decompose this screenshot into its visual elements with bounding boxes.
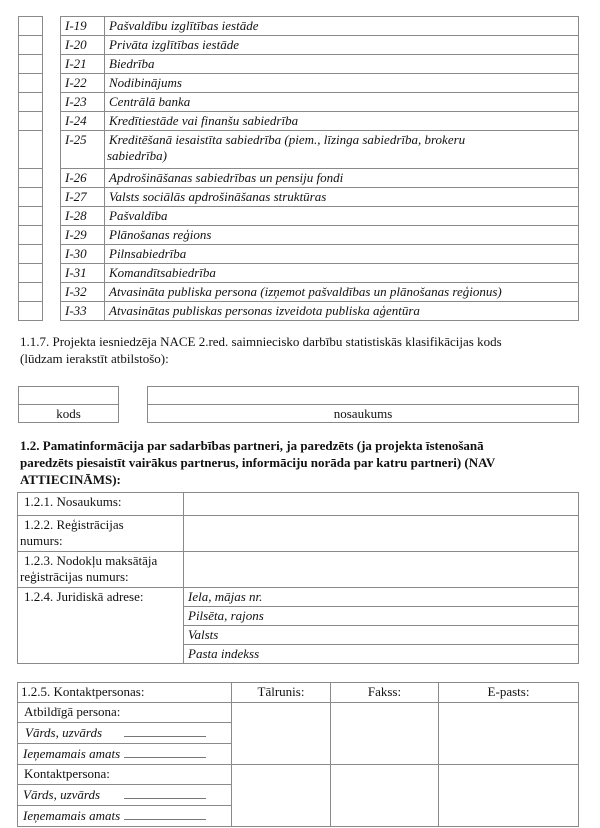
- legal-form-label: [104, 301, 579, 321]
- partner-reg-label-1: 1.2.2. Reģistrācijas: [24, 517, 124, 532]
- nace-name-input[interactable]: [147, 386, 579, 405]
- legal-form-label-line: Biedrība: [109, 56, 155, 71]
- contact-person-label: Kontaktpersona:: [17, 764, 232, 785]
- responsible-email-input[interactable]: [438, 702, 579, 765]
- address-city-field[interactable]: Pilsēta, rajons: [183, 606, 579, 626]
- partner-tax-label-2: reģistrācijas numurs:: [20, 569, 129, 584]
- nace-heading-line1: 1.1.7. Projekta iesniedzēja NACE 2.red. saimniecisko darbību statistiskās klasifikācijas kods: [20, 334, 502, 349]
- responsible-position-label: Ieņemamais amats: [23, 746, 121, 761]
- responsible-person-label: Atbildīgā persona:: [17, 702, 232, 723]
- legal-form-code: I-28: [60, 206, 105, 226]
- legal-form-label: [104, 263, 579, 283]
- legal-form-label-line: Privāta izglītības iestāde: [109, 37, 239, 52]
- responsible-position-field[interactable]: [17, 743, 232, 765]
- legal-form-code: I-32: [60, 282, 105, 302]
- legal-form-label-line: Plānošanas reģions: [109, 227, 212, 242]
- responsible-name-label: Vārds, uzvārds: [25, 725, 103, 740]
- legal-form-code: I-23: [60, 92, 105, 112]
- partner-tax-label: [17, 551, 184, 588]
- legal-form-label-line: sabiedrība): [107, 148, 167, 163]
- legal-form-code: I-31: [60, 263, 105, 283]
- legal-form-label-line: Kredītiestāde vai finanšu sabiedrība: [109, 113, 299, 128]
- contacts-header-fax: Fakss:: [330, 682, 439, 703]
- legal-form-label-line: Centrālā banka: [109, 94, 191, 109]
- address-street-field[interactable]: Iela, mājas nr.: [183, 587, 579, 607]
- responsible-name-field[interactable]: [17, 722, 232, 744]
- legal-form-checkbox[interactable]: [18, 225, 43, 245]
- nace-code-input[interactable]: [18, 386, 119, 405]
- legal-form-label: [104, 16, 579, 36]
- contact-position-label: Ieņemamais amats: [23, 808, 121, 823]
- contact-name-field[interactable]: [17, 784, 232, 806]
- legal-form-label: [104, 168, 579, 188]
- legal-form-code: I-21: [60, 54, 105, 74]
- legal-form-checkbox[interactable]: [18, 73, 43, 93]
- legal-form-checkbox[interactable]: [18, 16, 43, 36]
- legal-form-label: [104, 244, 579, 264]
- legal-form-checkbox[interactable]: [18, 168, 43, 188]
- responsible-fax-input[interactable]: [330, 702, 439, 765]
- legal-form-label: [104, 35, 579, 55]
- address-country-field[interactable]: Valsts: [183, 625, 579, 645]
- legal-form-label-line: Apdrošināšanas sabiedrības un pensiju fondi: [109, 170, 344, 185]
- legal-form-label-line: Kreditēšanā iesaistīta sabiedrība (piem., līzinga sabiedrība, brokeru: [109, 132, 466, 147]
- legal-form-label: [104, 282, 579, 302]
- legal-form-checkbox[interactable]: [18, 92, 43, 112]
- nace-name-label: nosaukums: [147, 404, 579, 423]
- legal-form-label: [104, 92, 579, 112]
- legal-form-code: I-24: [60, 111, 105, 131]
- nace-heading-line2: (lūdzam ierakstīt atbilstošo):: [20, 351, 169, 366]
- responsible-position-line[interactable]: [124, 745, 206, 758]
- nace-code-label: kods: [18, 404, 119, 423]
- legal-form-checkbox[interactable]: [18, 263, 43, 283]
- legal-form-code: I-19: [60, 16, 105, 36]
- contacts-header-email: E-pasts:: [438, 682, 579, 703]
- legal-form-label: [104, 54, 579, 74]
- partner-heading-line2: paredzēts piesaistīt vairākus partnerus, informāciju norāda par katru partneri) (NAV: [20, 455, 496, 470]
- contact-email-input[interactable]: [438, 764, 579, 827]
- legal-form-code: I-22: [60, 73, 105, 93]
- nace-heading: [20, 333, 585, 367]
- contact-name-line[interactable]: [124, 786, 206, 799]
- legal-form-code: I-29: [60, 225, 105, 245]
- legal-form-label-line: Pilnsabiedrība: [109, 246, 187, 261]
- contact-position-field[interactable]: [17, 805, 232, 827]
- legal-form-label-line: Pašvaldība: [109, 208, 168, 223]
- legal-form-checkbox[interactable]: [18, 187, 43, 207]
- contacts-header-phone: Tālrunis:: [231, 682, 331, 703]
- contact-phone-input[interactable]: [231, 764, 331, 827]
- partner-name-label: 1.2.1. Nosaukums:: [17, 492, 184, 516]
- partner-heading-line3: ATTIECINĀMS):: [20, 472, 121, 487]
- legal-form-checkbox[interactable]: [18, 282, 43, 302]
- legal-form-checkbox[interactable]: [18, 54, 43, 74]
- contact-position-line[interactable]: [124, 807, 206, 820]
- partner-reg-label: [17, 515, 184, 552]
- responsible-name-line[interactable]: [124, 724, 206, 737]
- legal-form-label: [104, 206, 579, 226]
- partner-name-input[interactable]: [183, 492, 579, 516]
- legal-form-checkbox[interactable]: [18, 206, 43, 226]
- contacts-header-label: 1.2.5. Kontaktpersonas:: [17, 682, 232, 703]
- legal-form-code: I-27: [60, 187, 105, 207]
- legal-form-label-line: Pašvaldību izglītības iestāde: [109, 18, 259, 33]
- legal-form-label: [104, 130, 579, 169]
- legal-form-label: [104, 187, 579, 207]
- contact-name-label: Vārds, uzvārds: [23, 787, 101, 802]
- address-postcode-field[interactable]: Pasta indekss: [183, 644, 579, 664]
- legal-form-code: I-20: [60, 35, 105, 55]
- legal-form-label-line: Atvasinātas publiskas personas izveidota publiska aģentūra: [109, 303, 420, 318]
- legal-form-label: [104, 225, 579, 245]
- legal-form-label-line: Valsts sociālās apdrošināšanas struktūras: [109, 189, 327, 204]
- legal-form-code: I-33: [60, 301, 105, 321]
- partner-heading: [20, 437, 585, 488]
- partner-reg-label-2: numurs:: [20, 533, 63, 548]
- responsible-phone-input[interactable]: [231, 702, 331, 765]
- partner-address-label: 1.2.4. Juridiskā adrese:: [17, 587, 184, 664]
- legal-form-checkbox[interactable]: [18, 35, 43, 55]
- legal-form-label-line: Komandītsabiedrība: [109, 265, 216, 280]
- legal-form-label-line: Atvasināta publiska persona (izņemot pašvaldības un plānošanas reģionus): [109, 284, 502, 299]
- legal-form-label: [104, 73, 579, 93]
- legal-form-label-line: Nodibinājums: [109, 75, 182, 90]
- contact-fax-input[interactable]: [330, 764, 439, 827]
- partner-tax-label-1: 1.2.3. Nodokļu maksātāja: [24, 553, 158, 568]
- legal-form-label: [104, 111, 579, 131]
- legal-form-code: I-30: [60, 244, 105, 264]
- legal-form-checkbox[interactable]: [18, 111, 43, 131]
- legal-form-checkbox[interactable]: [18, 130, 43, 169]
- partner-reg-input[interactable]: [183, 515, 579, 552]
- legal-form-checkbox[interactable]: [18, 301, 43, 321]
- legal-form-checkbox[interactable]: [18, 244, 43, 264]
- legal-form-code: I-26: [60, 168, 105, 188]
- partner-heading-line1: 1.2. Pamatinformācija par sadarbības partneri, ja paredzēts (ja projekta īstenošanā: [20, 438, 484, 453]
- partner-tax-input[interactable]: [183, 551, 579, 588]
- legal-form-code: I-25: [60, 130, 105, 169]
